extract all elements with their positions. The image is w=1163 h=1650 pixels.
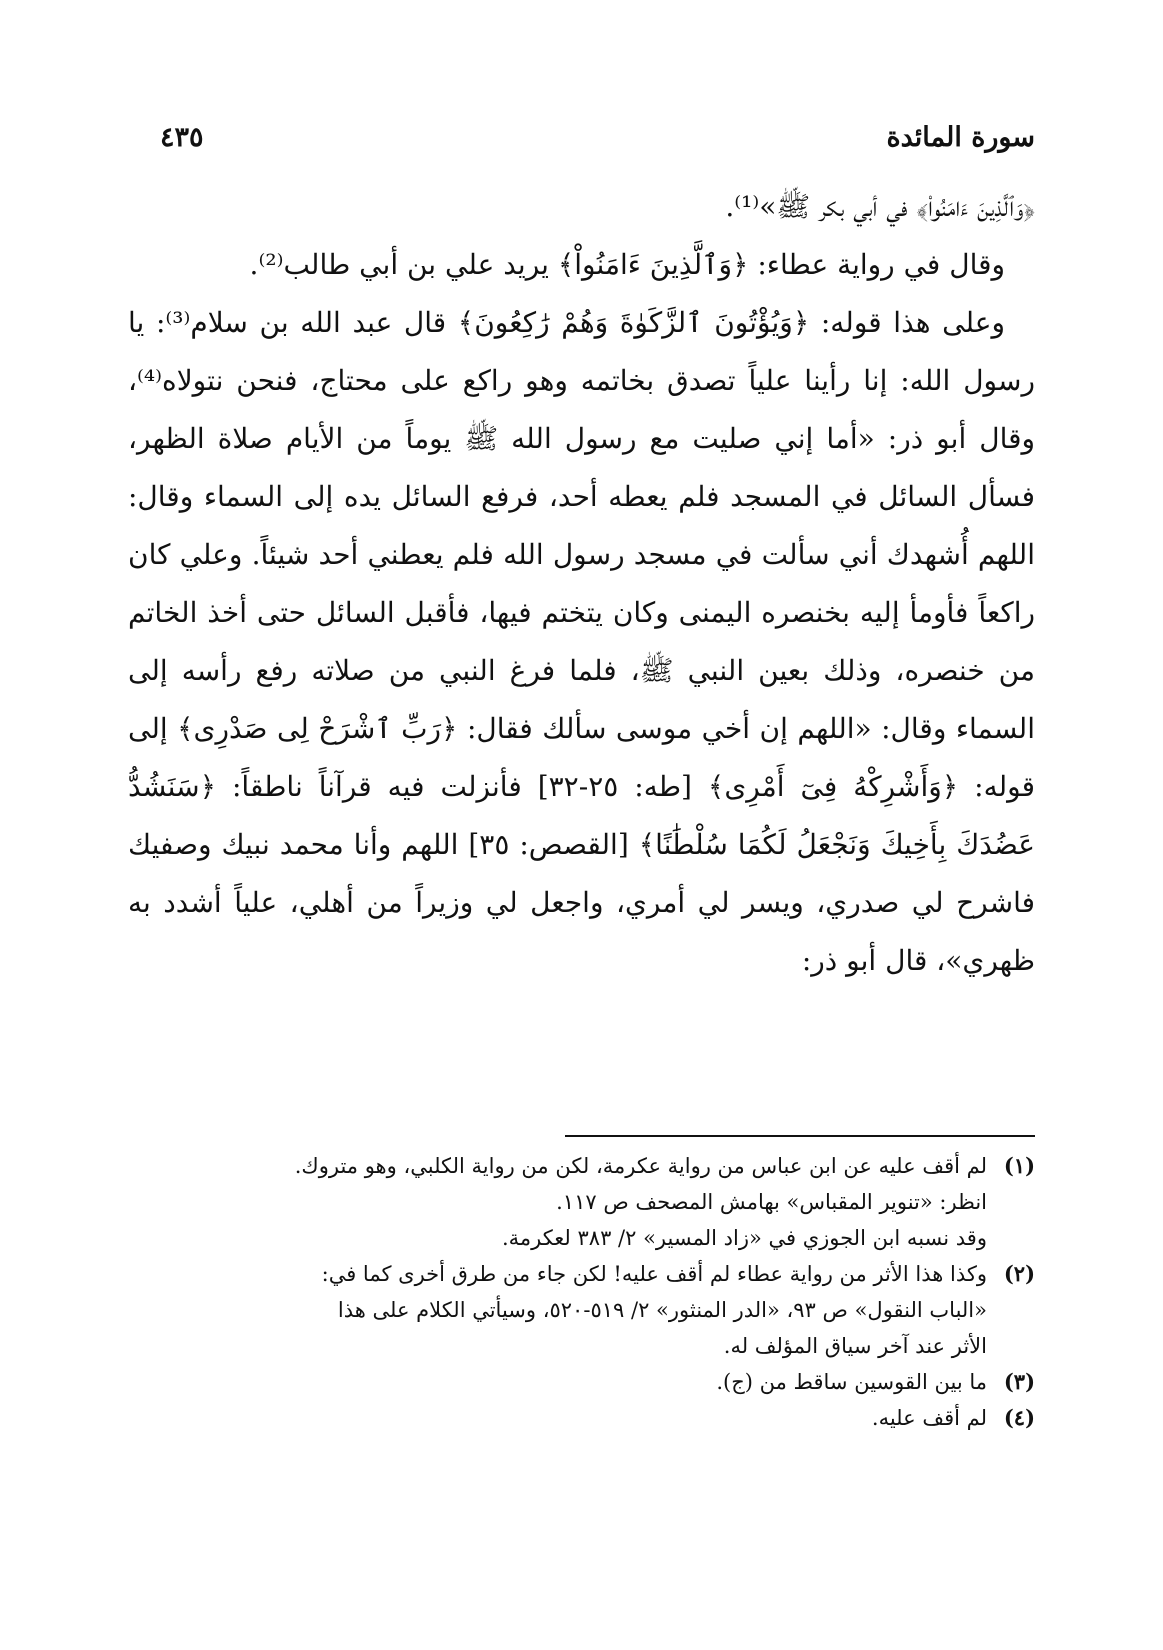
footnote-1	[128, 1148, 1035, 1256]
footnote-3	[128, 1364, 1035, 1400]
footnote-line: ما بين القوسين ساقط من (ج).	[716, 1370, 987, 1394]
footnote-line: وقد نسبه ابن الجوزي في «زاد المسير» ٢/ ٣٨٣ لعكرمة.	[501, 1226, 987, 1250]
paragraph: وقال في رواية عطاء: ﴿وَٱلَّذِينَ ءَامَنُواْ﴾ يريد علي بن أبي طالب⁽²⁾.	[249, 248, 1005, 281]
page-number: ٤٣٥	[160, 121, 204, 153]
paragraph: وعلى هذا قوله: ﴿وَيُؤْتُونَ ٱلزَّكَوٰةَ وَهُمْ رَٰكِعُونَ﴾ قال عبد الله بن سلام⁽³⁾: يا رسول الله: إنا رأينا علياً تصدق بخاتمه وهو راكع على محتاج، فنحن نتولاه⁽⁴⁾، وقال أبو ذر: «أما إني صليت مع رسول الله ﷺ يوماً من الأيام صلاة الظهر، فسأل السائل في المسجد فلم يعطه أحد، فرفع السائل يده إلى السماء وقال: اللهم أُشهدك أني سألت في مسجد رسول الله فلم يعطني أحد شيئاً. وعلي كان راكعاً فأومأ إليه بخنصره اليمنى وكان يتختم فيها، فأقبل السائل حتى أخذ الخاتم من خنصره، وذلك بعين النبي ﷺ، فلما فرغ النبي من صلاته رفع رأسه إلى السماء وقال: «اللهم إن أخي موسى سألك فقال: ﴿رَبِّ ٱشْرَحْ لِى صَدْرِى﴾ إلى قوله: ﴿وَأَشْرِكْهُ فِىٓ أَمْرِى﴾ [طه: ٢٥-٣٢] فأنزلت فيه قرآناً ناطقاً: ﴿سَنَشُدُّ عَضُدَكَ بِأَخِيكَ وَنَجْعَلُ لَكُمَا سُلْطَٰنًا﴾ [القصص: ٣٥] اللهم وأنا محمد نبيك وصفيك فاشرح لي صدري، ويسر لي أمري، واجعل لي وزيراً من أهلي، علياً أشدد به ظهري»، قال أبو ذر:	[128, 306, 1035, 977]
footnotes	[128, 1148, 1035, 1436]
footnote-2	[128, 1256, 1035, 1364]
page-header	[160, 112, 1035, 162]
footnote-line: الأثر عند آخر سياق المؤلف له.	[723, 1334, 987, 1358]
footnote-4	[128, 1400, 1035, 1436]
footnote-line: لم أقف عليه.	[871, 1406, 987, 1430]
footnote-line: لم أقف عليه عن ابن عباس من رواية عكرمة، لكن من رواية الكلبي، وهو متروك.	[294, 1154, 987, 1178]
main-text	[128, 178, 1035, 990]
footnote-number: (٤)	[1003, 1405, 1035, 1430]
footnote-line: «الباب النقول» ص ٩٣، «الدر المنثور» ٢/ ٥١٩-٥٢٠، وسيأتي الكلام على هذا	[337, 1298, 987, 1322]
paragraph: ﴿وَٱلَّذِينَ ءَامَنُواْ﴾ في أبي بكر ﷺ»⁽¹⁾.	[725, 190, 1035, 223]
footnote-number: (٢)	[1003, 1261, 1035, 1286]
surah-title: سورة المائدة	[886, 121, 1035, 153]
footnote-line: وكذا هذا الأثر من رواية عطاء لم أقف عليه! لكن جاء من طرق أخرى كما في:	[321, 1262, 987, 1286]
footnote-line: انظر: «تنوير المقباس» بهامش المصحف ص ١١٧.	[556, 1190, 987, 1214]
footnote-divider	[565, 1135, 1035, 1137]
footnote-number: (٣)	[1003, 1369, 1035, 1394]
footnote-number: (١)	[1003, 1153, 1035, 1178]
